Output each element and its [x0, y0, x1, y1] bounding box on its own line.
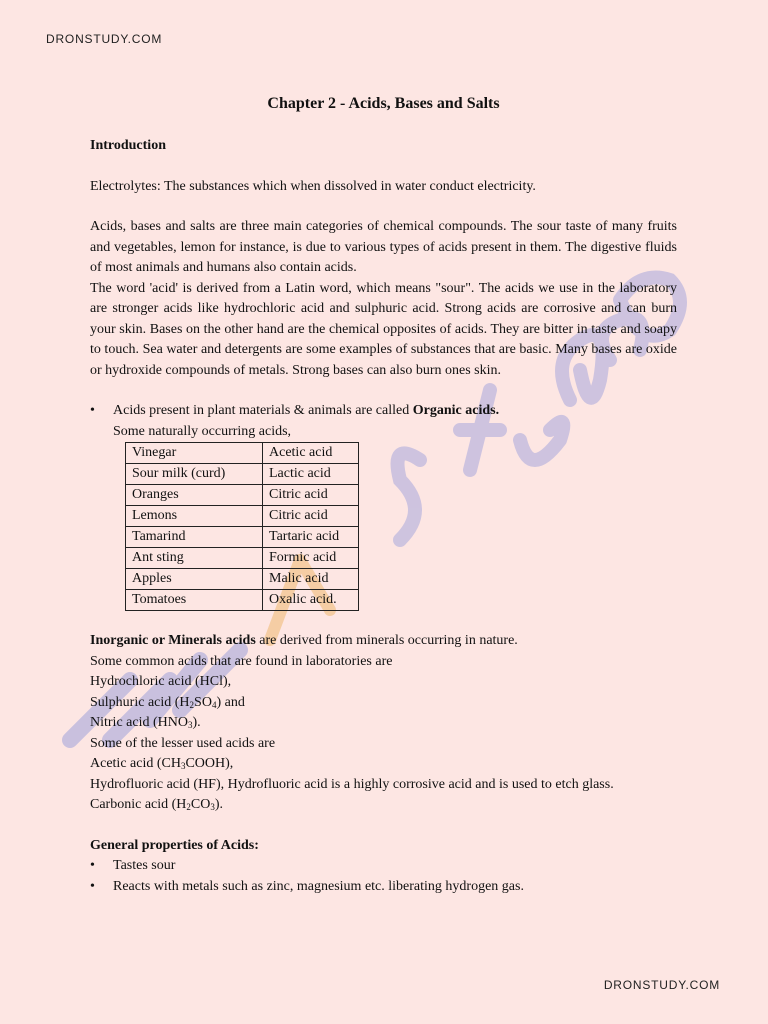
property-text: Reacts with metals such as zinc, magnesium etc. liberating hydrogen gas. [113, 878, 524, 894]
acid-cell: Citric acid [263, 485, 359, 506]
organic-acids-bullet [90, 401, 677, 442]
acid-cell: Citric acid [263, 506, 359, 527]
hydrofluoric-acid-line: Hydrofluoric acid (HF), Hydrofluoric acid is a highly corrosive acid and is used to etch glass. [90, 776, 614, 792]
source-cell: Oranges [126, 485, 263, 506]
property-item [90, 877, 677, 898]
table-row [126, 443, 359, 464]
inorganic-acids-line [90, 631, 677, 652]
naturally-occurring-label: Some naturally occurring acids, [113, 423, 292, 439]
acid-cell: Formic acid [263, 548, 359, 569]
acid-cell: Acetic acid [263, 443, 359, 464]
organic-acids-text: Acids present in plant materials & animals are called [113, 403, 413, 418]
table-row [126, 569, 359, 590]
table-row [126, 485, 359, 506]
acid-cell: Oxalic acid. [263, 590, 359, 611]
inorganic-acids-term: Inorganic or Minerals acids [90, 633, 256, 648]
hcl-line: Hydrochloric acid (HCl), [90, 674, 232, 689]
common-acids-label: Some common acids that are found in laboratories are [90, 653, 393, 669]
bullet-icon: • [90, 858, 95, 873]
intro-paragraph-2: The word 'acid' is derived from a Latin word, which means "sour". The acids we use in the laboratory are stronger acids like hydrochloric acid and sulphuric acid. Strong acids are corrosive and can burn your skin. Bases on the other hand are the chemical opposites of acids. They are bitter in taste and soapy to touch. Sea water and detergents are some examples of substances that are basic. Many bases are oxide or hydroxide compounds of metals. Strong bases can also burn ones skin. [90, 280, 677, 378]
source-cell: Sour milk (curd) [126, 464, 263, 485]
carbonic-acid-line: Carbonic acid $(H_2CO_3)$. [90, 797, 224, 812]
lesser-acids-label: Some of the lesser used acids are [90, 735, 276, 751]
natural-acids-table [125, 442, 359, 611]
table-row [126, 548, 359, 569]
property-item [90, 856, 677, 877]
sulphuric-acid-line: Sulphuric acid $(H_2SO_4)$ and [90, 694, 245, 710]
bullet-icon: • [90, 403, 95, 418]
acid-cell: Lactic acid [263, 464, 359, 485]
table-row [126, 527, 359, 548]
chapter-title: Chapter 2 - Acids, Bases and Salts [267, 95, 500, 112]
acid-cell: Tartaric acid [263, 527, 359, 548]
intro-paragraph-1: Acids, bases and salts are three main categories of chemical compounds. The sour taste of many fruits and vegetables, lemon for instance, is due to various types of acids present in them. The digestive fluids of most animals and humans also contain acids. [90, 219, 677, 275]
property-text: Tastes sour [113, 858, 176, 873]
source-cell: Vinegar [126, 443, 263, 464]
acid-cell: Malic acid [263, 569, 359, 590]
source-cell: Lemons [126, 506, 263, 527]
inorganic-acids-text: are derived from minerals occurring in nature. [255, 633, 518, 648]
source-cell: Ant sting [126, 548, 263, 569]
document-body [90, 94, 677, 897]
bullet-icon: • [90, 878, 95, 894]
source-cell: Tamarind [126, 527, 263, 548]
intro-heading: Introduction [90, 138, 166, 153]
table-row [126, 464, 359, 485]
nitric-acid-line: Nitric acid $(HNO_3)$. [90, 715, 201, 730]
page-footer: DRONSTUDY.COM [603, 978, 720, 992]
electrolytes-definition: Electrolytes: The substances which when dissolved in water conduct electricity. [90, 178, 536, 194]
page-header: DRONSTUDY.COM [46, 32, 163, 46]
organic-acids-term: Organic acids. [412, 403, 500, 418]
acetic-acid-line: Acetic acid $(CH_3COOH)$, [90, 756, 234, 771]
general-properties-heading: General properties of Acids: [90, 837, 259, 853]
table-row [126, 506, 359, 527]
table-row [126, 590, 359, 611]
source-cell: Tomatoes [126, 590, 263, 611]
source-cell: Apples [126, 569, 263, 590]
